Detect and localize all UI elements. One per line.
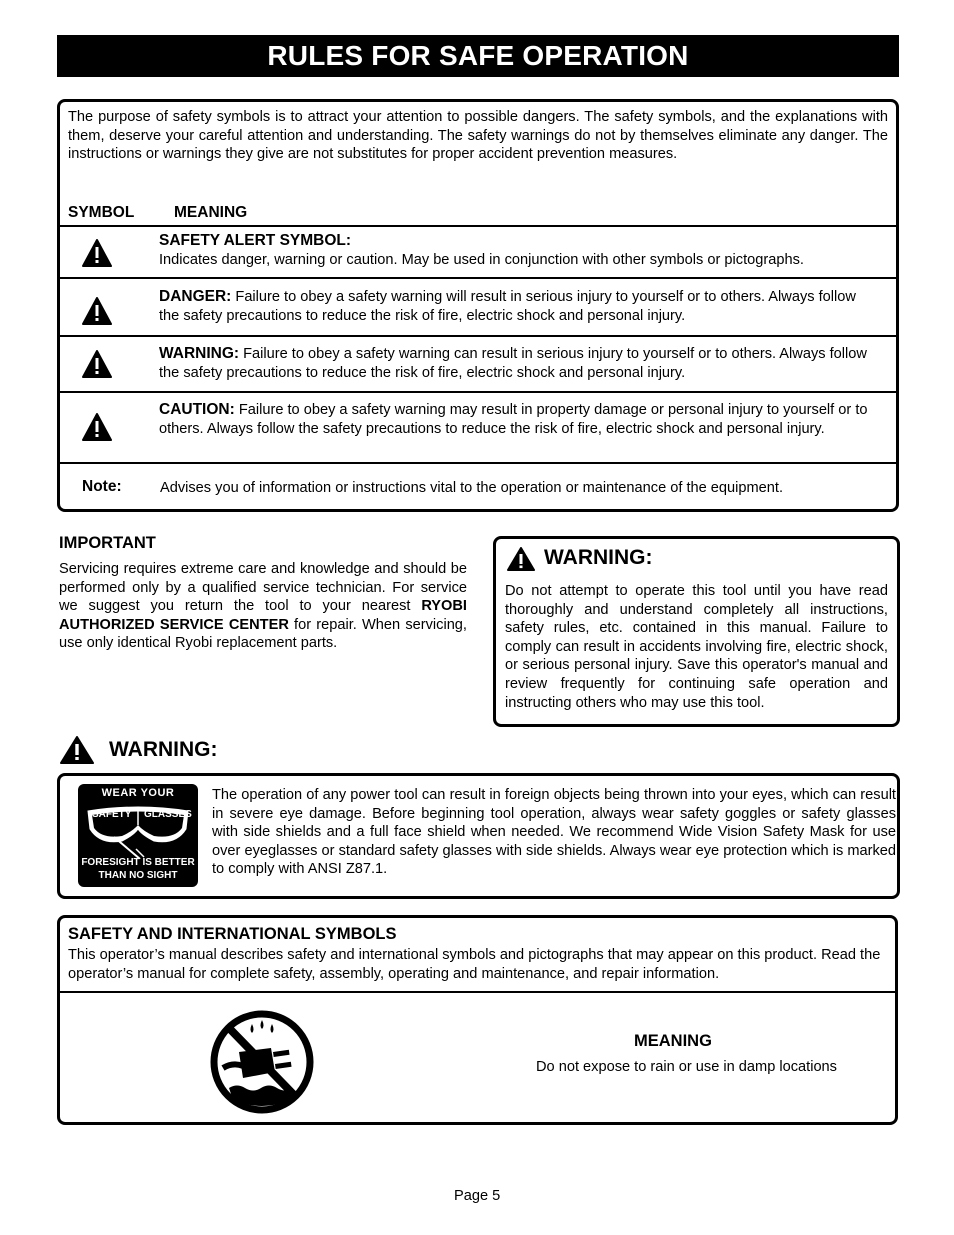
safety-alert-row bbox=[159, 232, 871, 269]
table-divider bbox=[59, 225, 897, 227]
page-number: Page 5 bbox=[454, 1188, 501, 1204]
eye-warning-heading: WARNING: bbox=[109, 738, 218, 761]
important-text-a: Servicing requires extreme care and knowledge and should be performed only by a qualified service technician. For service we suggest you return the tool to your nearest bbox=[59, 561, 467, 615]
table-divider bbox=[59, 391, 897, 393]
col-symbol-header: SYMBOL bbox=[68, 204, 135, 221]
col-meaning-header: MEANING bbox=[174, 204, 248, 221]
important-text-b: for repair. When servicing, use only identical Ryobi replacement parts. bbox=[59, 616, 467, 652]
note-text: Advises you of information or instructions vital to the operation or maintenance of the equipment. bbox=[160, 480, 784, 496]
row-text: Indicates danger, warning or caution. May be used in conjunction with other symbols or pictographs. bbox=[159, 251, 804, 268]
warning-row bbox=[159, 345, 871, 382]
danger-alert-icon bbox=[82, 296, 112, 326]
intro-text: The purpose of safety symbols is to attract your attention to possible dangers. The safety symbols, and the explanations with them, deserve your careful attention and understanding. The safety warnings do not by themselves eliminate any danger. The instructions or warnings they give are not substitutes for proper accident prevention measures. bbox=[68, 109, 888, 163]
eye-warning-text: The operation of any power tool can result in foreign objects being thrown into your eyes, which can result in severe eye damage. Before beginning tool operation, always wear safety goggles or safety glasses with side shields and a full face shield when needed. We recommend Wide Vision Safety Mask for use over eyeglasses or standard safety glasses with side shields. Always wear eye protection which is marked to comply with ANSI Z87.1. bbox=[212, 787, 896, 878]
caution-row bbox=[159, 401, 871, 438]
safety-glasses-badge bbox=[78, 784, 198, 887]
warning-heading: WARNING: bbox=[544, 546, 653, 569]
important-text bbox=[59, 560, 467, 653]
meaning-heading: MEANING bbox=[634, 1032, 712, 1050]
service-center-name: RYOBI AUTHORIZED SERVICE CENTER bbox=[59, 598, 467, 633]
table-divider bbox=[59, 335, 897, 337]
badge-bottom-text-1: FORESIGHT IS BETTER bbox=[81, 857, 195, 868]
row-label: DANGER: bbox=[159, 288, 232, 305]
intl-text: This operator’s manual describes safety and international symbols and pictographs that may appear on this product. Read the operator’s manual for complete safety, assembly, operating and maintenance, and repair information. bbox=[68, 947, 881, 982]
badge-bottom-text-2: THAN NO SIGHT bbox=[98, 870, 178, 881]
warning-alert-icon bbox=[59, 735, 95, 765]
safety-alert-icon bbox=[82, 238, 112, 268]
note-label: Note: bbox=[82, 478, 122, 495]
intl-divider bbox=[59, 991, 896, 993]
no-rain-icon bbox=[209, 1010, 315, 1114]
row-label: WARNING: bbox=[159, 345, 240, 362]
warning-alert-icon bbox=[82, 349, 112, 379]
row-label: CAUTION: bbox=[159, 401, 235, 418]
page-title: RULES FOR SAFE OPERATION bbox=[57, 35, 899, 77]
warning-text: Do not attempt to operate this tool until you have read thoroughly and understand completely all instructions, safety rules, etc. contained in this manual. Failure to comply can result in accidents involving fire, electric shock, or serious personal injury. Save this operator's manual and review frequently for continuing safe operation and instructing others who may use this tool. bbox=[505, 583, 888, 711]
caution-alert-icon bbox=[82, 412, 112, 442]
row-text: Failure to obey a safety warning may result in property damage or personal injury to yourself or to others. Always follow the safety precautions to reduce the risk of fire, electric shock and personal injury. bbox=[159, 402, 868, 437]
warning-alert-icon bbox=[506, 546, 536, 572]
row-label: SAFETY ALERT SYMBOL: bbox=[159, 232, 352, 249]
row-text: Failure to obey a safety warning will result in serious injury to yourself or to others. Always follow the safety precautions to reduce the risk of fire, electric shock and personal injury. bbox=[159, 289, 856, 324]
table-divider bbox=[59, 462, 897, 464]
badge-left-text: SAFETY bbox=[92, 809, 132, 820]
important-heading: IMPORTANT bbox=[59, 534, 156, 552]
badge-right-text: GLASSES bbox=[144, 809, 192, 820]
row-text: Failure to obey a safety warning can result in serious injury to yourself or to others. Always follow the safety precautions to reduce the risk of fire, electric shock and personal injury. bbox=[159, 346, 867, 381]
intl-heading: SAFETY AND INTERNATIONAL SYMBOLS bbox=[68, 925, 397, 943]
meaning-text: Do not expose to rain or use in damp locations bbox=[536, 1059, 837, 1075]
table-divider bbox=[59, 277, 897, 279]
danger-row bbox=[159, 288, 871, 325]
badge-top-text: WEAR YOUR bbox=[101, 787, 175, 799]
